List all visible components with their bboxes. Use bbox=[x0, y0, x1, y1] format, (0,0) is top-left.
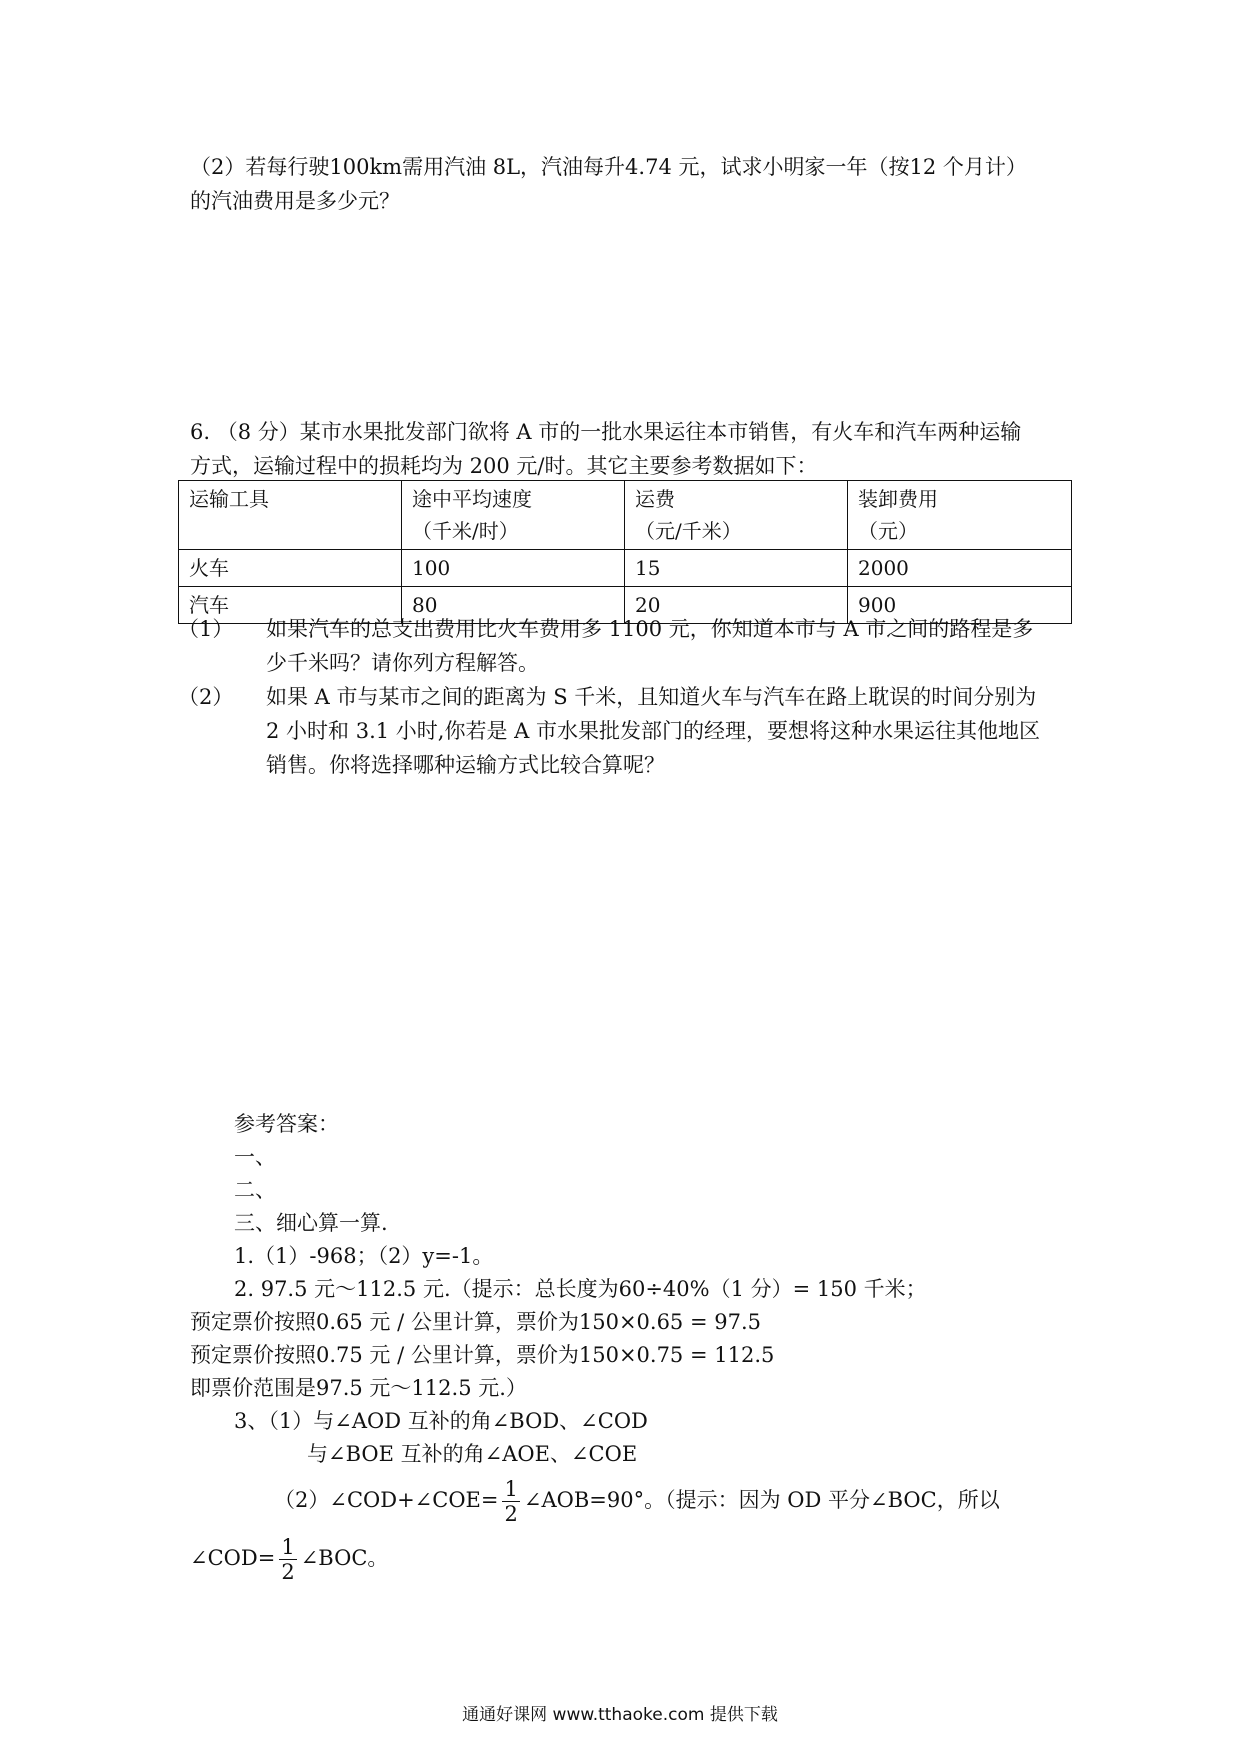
question-6-sub-1 bbox=[178, 612, 1033, 680]
answer-line: 1.（1）-968；（2）y=-1。 bbox=[234, 1244, 494, 1268]
table-cell: 2000 bbox=[848, 550, 1072, 587]
answer-line-with-fraction: ∠COD= $\frac{1}{2}$ ∠BOC。 bbox=[190, 1535, 389, 1584]
question-text-line: 方式，运输过程中的损耗均为 200 元/时。其它主要参考数据如下： bbox=[190, 454, 818, 478]
answer-line: 预定票价按照0.65 元 / 公里计算，票价为150×0.65 = 97.5 bbox=[190, 1310, 761, 1334]
question-6-intro bbox=[190, 415, 1021, 483]
question-6-sub-2 bbox=[178, 680, 1040, 782]
table-header-cell: 运费 （元/千米） bbox=[625, 481, 848, 550]
table-header-cell: 装卸费用 （元） bbox=[848, 481, 1072, 550]
table-cell: 15 bbox=[625, 550, 848, 587]
page-footer: 通通好课网 www.tthaoke.com 提供下载 bbox=[462, 1705, 778, 1725]
answer-section: 三、细心算一算. bbox=[234, 1211, 388, 1235]
question-text-line: 的汽油费用是多少元？ bbox=[190, 189, 400, 213]
question-text-line: 销售。你将选择哪种运输方式比较合算呢？ bbox=[266, 753, 665, 777]
answer-section: 一、 bbox=[234, 1145, 276, 1169]
table-cell: 900 bbox=[848, 587, 1072, 624]
answer-line: 2. 97.5 元～112.5 元.（提示：总长度为60÷40%（1 分）= 150 千米； bbox=[234, 1277, 927, 1301]
answer-line-with-fraction: （2）∠COD+∠COE= $\frac{1}{2}$ ∠AOB=90°。（提示：因为 OD 平分∠BOC，所以 bbox=[274, 1477, 1000, 1526]
table-header-row bbox=[179, 481, 1072, 550]
answer-key bbox=[190, 1108, 1000, 1587]
answer-line: 预定票价按照0.75 元 / 公里计算，票价为150×0.75 = 112.5 bbox=[190, 1343, 775, 1367]
question-text-line: 如果汽车的总支出费用比火车费用多 1100 元，你知道本市与 A 市之间的路程是多 bbox=[266, 617, 1034, 641]
question-text-line: 如果 A 市与某市之间的距离为 S 千米，且知道火车与汽车在路上耽误的时间分别为 bbox=[266, 685, 1037, 709]
table-header-cell: 途中平均速度 （千米/时） bbox=[402, 481, 625, 550]
question-text-line: 少千米吗？请你列方程解答。 bbox=[266, 651, 539, 675]
transport-data-table bbox=[178, 480, 1072, 624]
table-row bbox=[179, 550, 1072, 587]
fraction-one-half: $\frac{1}{2}$ bbox=[504, 1477, 518, 1526]
question-text-line: （2）若每行驶100km需用汽油 8L，汽油每升4.74 元，试求小明家一年（按12 个月计） bbox=[190, 155, 1027, 179]
fraction-one-half: $\frac{1}{2}$ bbox=[281, 1535, 295, 1584]
table-header-cell: 运输工具 bbox=[179, 481, 402, 550]
sub-question-number: （2） bbox=[178, 685, 234, 709]
sub-question-number: （1） bbox=[178, 617, 234, 641]
answer-title: 参考答案： bbox=[234, 1112, 339, 1136]
table-cell: 80 bbox=[402, 587, 625, 624]
answer-line: 与∠BOE 互补的角∠AOE、∠COE bbox=[307, 1442, 638, 1466]
table-cell: 100 bbox=[402, 550, 625, 587]
table-cell: 汽车 bbox=[179, 587, 402, 624]
answer-line: 3、（1）与∠AOD 互补的角∠BOD、∠COD bbox=[234, 1409, 648, 1433]
question-5-part-2 bbox=[190, 150, 1027, 218]
answer-line: 即票价范围是97.5 元～112.5 元.） bbox=[190, 1376, 527, 1400]
table-cell: 20 bbox=[625, 587, 848, 624]
question-text-line: 2 小时和 3.1 小时,你若是 A 市水果批发部门的经理，要想将这种水果运往其他地区 bbox=[266, 719, 1040, 743]
answer-section: 二、 bbox=[234, 1178, 276, 1202]
question-text-line: 6. （8 分）某市水果批发部门欲将 A 市的一批水果运往本市销售，有火车和汽车两种运输 bbox=[190, 420, 1022, 444]
table-cell: 火车 bbox=[179, 550, 402, 587]
